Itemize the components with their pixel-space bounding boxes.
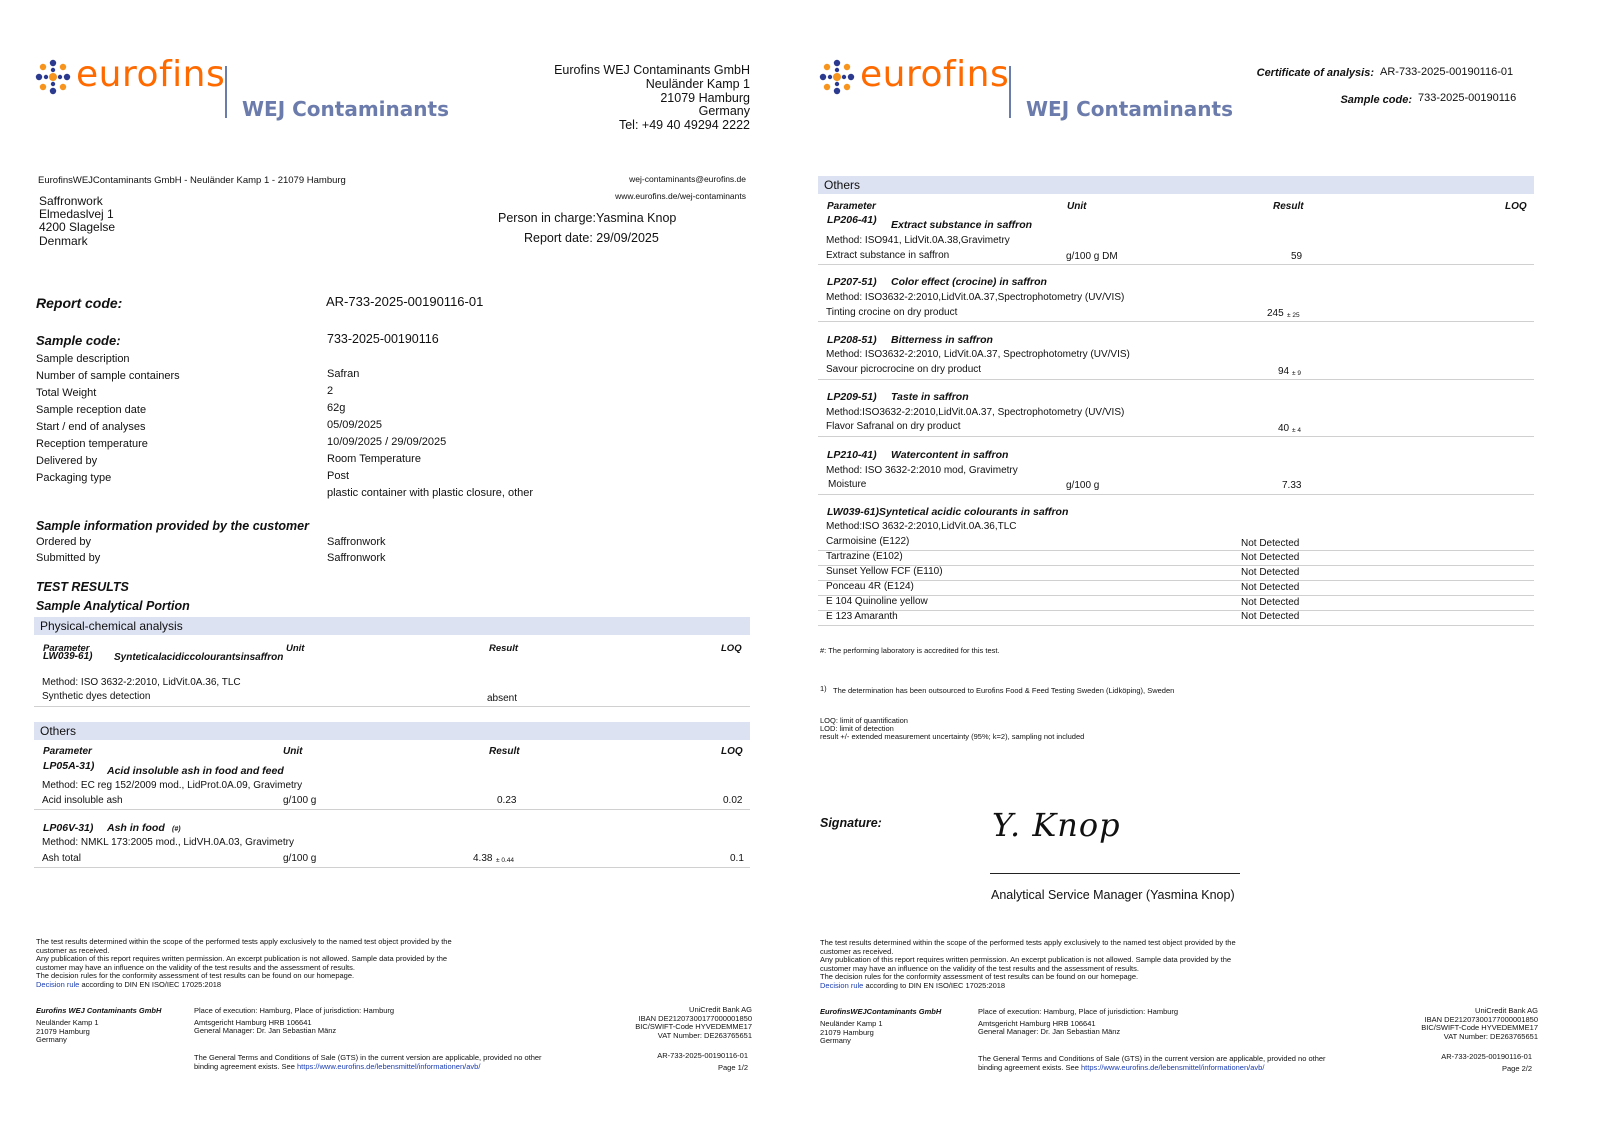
sample-value: Room Temperature xyxy=(327,453,421,465)
sample-code-value: 733-2025-00190116 xyxy=(327,332,439,346)
gts-line: The General Terms and Conditions of Sale (GTS) in the current version are applicable, provided no other xyxy=(978,1054,1326,1063)
disclaimer-line: customer as received. xyxy=(820,946,894,956)
sample-label: Start / end of analyses xyxy=(36,421,146,433)
company-address-line: 21079 Hamburg xyxy=(660,90,750,105)
result-parameter: Synthetic dyes detection xyxy=(42,691,151,702)
outsourced-marker: 1) xyxy=(820,684,827,693)
recipient-line: Saffronwork xyxy=(39,194,103,208)
column-header-unit: Unit xyxy=(1067,201,1087,212)
gts-prefix: binding agreement exists. See xyxy=(978,1062,1081,1072)
outsourced-note: The determination has been outsourced to Eurofins Food & Feed Testing Sweden (Lidköping), Sweden xyxy=(833,686,1175,695)
test-code: LP05A-31) xyxy=(43,760,95,772)
row-rule xyxy=(34,809,750,810)
page-number: Page 1/2 xyxy=(717,1063,748,1072)
test-method: Method: ISO941, LidVit.0A.38,Gravimetry xyxy=(826,235,1010,246)
footer-address-line: Neuländer Kamp 1 xyxy=(820,1019,883,1028)
sample-code-value: 733-2025-00190116 xyxy=(1418,92,1517,104)
test-code: LP210-41) xyxy=(827,449,877,461)
recipient-address xyxy=(39,195,115,248)
footer-bank-line: BIC/SWIFT-Code HYVEDEMME17 xyxy=(1421,1023,1538,1032)
ordered-by-label: Ordered by xyxy=(36,536,92,548)
sample-value: plastic container with plastic closure, other xyxy=(327,487,534,499)
decision-rule-link[interactable]: Decision rule xyxy=(820,980,864,990)
test-title: Taste in saffron xyxy=(891,391,969,403)
result-value: 245 xyxy=(1267,308,1284,319)
company-phone: Tel: +49 40 49294 2222 xyxy=(618,118,750,133)
sample-label: Sample description xyxy=(36,353,130,365)
colourant-result: Not Detected xyxy=(1241,538,1300,549)
result-value: 59 xyxy=(1291,251,1303,262)
row-rule xyxy=(818,436,1534,437)
result-parameter: Savour picrocrocine on dry product xyxy=(826,364,982,375)
brand-name: eurofins xyxy=(76,54,226,95)
disclaimer-line: customer as received. xyxy=(36,945,110,955)
customer-info-title: Sample information provided by the customer xyxy=(36,519,309,533)
result-loq: 0.1 xyxy=(730,853,744,864)
section-title: Others xyxy=(824,178,861,192)
column-header-parameter: Parameter xyxy=(43,746,92,757)
certificate-value: AR-733-2025-00190116-01 xyxy=(1380,66,1514,78)
footer-bank xyxy=(1421,1007,1538,1041)
disclaimer-line: The test results determined within the scope of the performed tests apply exclusively to the named test object provided by the xyxy=(820,938,1236,947)
logo-divider xyxy=(225,66,227,118)
company-address-line: Germany xyxy=(698,104,750,119)
footer-address xyxy=(820,1020,883,1046)
colourant-result: Not Detected xyxy=(1241,597,1300,608)
footer-bank-line: UniCredit Bank AG xyxy=(1475,1006,1538,1015)
recipient-line: Elmedaslvej 1 xyxy=(39,207,114,222)
section-title: Others xyxy=(40,724,77,738)
submitted-by-value: Saffronwork xyxy=(327,552,386,564)
result-parameter: Moisture xyxy=(828,479,867,490)
test-method: Method:ISO 3632-2:2010,LidVit.0A.36,TLC xyxy=(826,521,1017,532)
test-results-title: TEST RESULTS xyxy=(36,580,129,594)
sample-labels xyxy=(36,351,180,487)
sample-values xyxy=(327,366,533,502)
sample-value: 10/09/2025 / 29/09/2025 xyxy=(327,436,447,448)
sample-label: Number of sample containers xyxy=(36,370,180,382)
decision-rule-text: according to DIN EN ISO/IEC 17025:2018 xyxy=(79,979,222,989)
footer-registration-line: Place of execution: Hamburg, Place of jurisdiction: Hamburg xyxy=(194,1006,395,1015)
signature-image: Y. Knop xyxy=(992,806,1121,844)
colourant-result: Not Detected xyxy=(1241,567,1300,578)
footer-address-line: Neuländer Kamp 1 xyxy=(36,1018,99,1027)
sender-line: EurofinsWEJContaminants GmbH - Neuländer Kamp 1 - 21079 Hamburg xyxy=(38,175,346,186)
colourant-name: Sunset Yellow FCF (E110) xyxy=(826,566,943,577)
section-band-others xyxy=(818,176,1534,194)
result-unit: g/100 g xyxy=(283,853,317,864)
report-date: Report date: 29/09/2025 xyxy=(524,231,659,245)
disclaimer xyxy=(36,938,452,989)
colourant-name: Ponceau 4R (E124) xyxy=(826,581,914,592)
portion-title: Sample Analytical Portion xyxy=(36,599,190,613)
test-code: LP206-41) xyxy=(827,214,877,226)
footer-address-line: Germany xyxy=(36,1035,67,1044)
test-code: LP209-51) xyxy=(827,391,877,403)
ordered-by-value: Saffronwork xyxy=(327,536,386,548)
report-page-2 xyxy=(800,0,1600,1131)
result-unit: g/100 g xyxy=(1066,480,1100,491)
sample-label: Reception temperature xyxy=(36,438,148,450)
section-band-physical-chemical xyxy=(34,617,750,635)
test-code: LP208-51) xyxy=(827,334,877,346)
colourant-result: Not Detected xyxy=(1241,582,1300,593)
column-header-loq: LOQ xyxy=(721,643,742,654)
test-method: Method: NMKL 173:2005 mod., LidVH.0A.03, Gravimetry xyxy=(42,837,294,848)
colourant-name: Tartrazine (E102) xyxy=(826,551,903,562)
result-unit: g/100 g xyxy=(283,795,317,806)
sample-code-label: Sample code: xyxy=(36,333,121,348)
test-method: Method: ISO3632-2:2010, LidVit.0A.37, Spectrophotometry (UV/VIS) xyxy=(826,349,1130,360)
footer-address-line: 21079 Hamburg xyxy=(36,1026,90,1036)
test-code: LW039-61) xyxy=(43,651,93,662)
recipient-line: 4200 Slagelse xyxy=(39,220,116,235)
section-band-others xyxy=(34,722,750,740)
sample-label: Packaging type xyxy=(36,472,112,484)
column-header-parameter: Parameter xyxy=(43,643,90,654)
gts-link[interactable]: https://www.eurofins.de/lebensmittel/informationen/avb/ xyxy=(296,1061,481,1071)
person-in-charge: Person in charge:Yasmina Knop xyxy=(498,211,677,225)
result-unit: g/100 g DM xyxy=(1066,251,1118,262)
result-uncertainty: ± 0.44 xyxy=(496,857,515,864)
colourant-name: E 123 Amaranth xyxy=(826,611,898,622)
footer-gts xyxy=(194,1054,542,1071)
row-rule xyxy=(818,580,1534,581)
sample-value: Post xyxy=(327,470,350,482)
column-header-unit: Unit xyxy=(283,746,303,757)
sample-value: 62g xyxy=(327,402,346,414)
test-title: Extract substance in saffron xyxy=(891,219,1033,231)
column-header-parameter: Parameter xyxy=(827,201,876,212)
test-title: Ash in food xyxy=(107,822,165,834)
decision-rule-text: according to DIN EN ISO/IEC 17025:2018 xyxy=(863,980,1006,990)
disclaimer-line: Any publication of this report requires written permission. An excerpt publication is not allowed. Sample data provided by the xyxy=(36,954,448,963)
report-code-label: Report code: xyxy=(36,295,123,311)
submitted-by-label: Submitted by xyxy=(36,552,101,564)
gts-link[interactable]: https://www.eurofins.de/lebensmittel/informationen/avb/ xyxy=(1080,1062,1265,1072)
gts-line: The General Terms and Conditions of Sale (GTS) in the current version are applicable, provided no other xyxy=(194,1053,542,1062)
row-rule xyxy=(818,379,1534,380)
disclaimer-line: customer may have an influence on the validity of the test results and the assessment of results. xyxy=(36,962,355,972)
legend-line: LOQ: limit of quantification xyxy=(820,716,908,725)
colourant-name: Carmoisine (E122) xyxy=(826,536,910,547)
result-value: 94 xyxy=(1278,366,1290,377)
test-title: Watercontent in saffron xyxy=(891,449,1009,461)
test-method: Method:ISO3632-2:2010,LidVit.0A.37, Spectrophotometry (UV/VIS) xyxy=(826,407,1125,418)
result-uncertainty: ± 9 xyxy=(1292,370,1301,377)
footer-bank-line: BIC/SWIFT-Code HYVEDEMME17 xyxy=(635,1022,752,1031)
test-title: Color effect (crocine) in saffron xyxy=(891,276,1047,288)
footer-bank-line: VAT Number: DE263765651 xyxy=(657,1030,752,1040)
column-header-loq: LOQ xyxy=(1505,201,1527,212)
legend-line: result +/- extended measurement uncertainty (95%; k=2), sampling not included xyxy=(820,732,1085,741)
footer-registration-line: General Manager: Dr. Jan Sebastian Mänz xyxy=(978,1027,1121,1036)
signatory-name: Analytical Service Manager (Yasmina Knop) xyxy=(991,888,1235,902)
accredited-note: #: The performing laboratory is accredited for this test. xyxy=(820,646,1000,655)
column-header-result: Result xyxy=(1273,201,1304,212)
brand-name: eurofins xyxy=(860,54,1010,95)
signature-line xyxy=(990,873,1240,874)
disclaimer-line: The decision rules for the conformity assessment of test results can be found on our homepage. xyxy=(820,972,1139,981)
row-rule xyxy=(818,264,1534,265)
footer-registration-line: General Manager: Dr. Jan Sebastian Mänz xyxy=(194,1026,337,1035)
gts-prefix: binding agreement exists. See xyxy=(194,1061,297,1071)
result-value: 4.38 xyxy=(473,853,493,864)
sample-value: Safran xyxy=(327,368,360,380)
test-code: LP207-51) xyxy=(827,276,877,288)
footer-address xyxy=(36,1019,99,1045)
test-title: Acid insoluble ash in food and feed xyxy=(107,765,284,777)
row-rule xyxy=(34,867,750,868)
row-rule xyxy=(818,610,1534,611)
test-method: Method: EC reg 152/2009 mod., LidProt.0A.09, Gravimetry xyxy=(42,780,303,791)
section-title: Physical-chemical analysis xyxy=(40,619,183,633)
report-code-value: AR-733-2025-00190116-01 xyxy=(326,294,484,309)
disclaimer xyxy=(820,939,1236,990)
footer-bank-line: VAT Number: DE263765651 xyxy=(1443,1031,1538,1041)
footer-bank-line: IBAN DE21207300177000001850 xyxy=(638,1013,752,1023)
footer-report-ref: AR-733-2025-00190116-01 xyxy=(1441,1052,1532,1061)
disclaimer-line: customer may have an influence on the validity of the test results and the assessment of results. xyxy=(820,963,1139,973)
column-header-loq: LOQ xyxy=(721,746,743,757)
sample-label: Delivered by xyxy=(36,455,98,467)
colourant-result: Not Detected xyxy=(1241,611,1300,622)
disclaimer-line: The decision rules for the conformity assessment of test results can be found on our homepage. xyxy=(36,971,355,980)
eurofins-dots-logo-icon xyxy=(34,58,72,96)
contact-website[interactable]: www.eurofins.de/wej-contaminants xyxy=(615,191,746,201)
footer-bank-line: UniCredit Bank AG xyxy=(689,1005,752,1014)
result-uncertainty: ± 4 xyxy=(1292,427,1301,434)
footer-address-line: Germany xyxy=(820,1036,851,1045)
result-parameter: Extract substance in saffron xyxy=(826,250,950,261)
result-parameter: Ash total xyxy=(42,853,81,864)
footer-registration xyxy=(194,1007,394,1036)
footer-gts xyxy=(978,1055,1326,1072)
colourant-result: Not Detected xyxy=(1241,552,1300,563)
company-address xyxy=(554,64,750,133)
recipient-line: Denmark xyxy=(39,233,88,248)
test-method: Method: ISO3632-2:2010,LidVit.0A.37,Spectrophotometry (UV/VIS) xyxy=(826,292,1125,303)
row-rule xyxy=(818,625,1534,626)
signature-label: Signature: xyxy=(820,816,882,830)
result-parameter: Flavor Safranal on dry product xyxy=(826,421,961,432)
footer-bank-line: IBAN DE21207300177000001850 xyxy=(1424,1014,1538,1024)
legend-notes xyxy=(820,717,1084,741)
footer-registration-line: Place of execution: Hamburg, Place of jurisdiction: Hamburg xyxy=(978,1007,1179,1016)
brand-subtitle: WEJ Contaminants xyxy=(1026,97,1233,121)
row-rule xyxy=(818,494,1534,495)
eurofins-dots-logo-icon xyxy=(818,58,856,96)
test-title: Synteticalacidiccolourantsinsaffron xyxy=(114,652,284,663)
result-parameter: Acid insoluble ash xyxy=(42,795,123,806)
result-value: 40 xyxy=(1278,423,1290,434)
column-header-unit: Unit xyxy=(286,643,305,654)
footer-bank xyxy=(635,1006,752,1040)
legend-line: LOD: limit of detection xyxy=(820,724,894,733)
result-value: absent xyxy=(487,693,518,704)
certificate-label: Certificate of analysis: xyxy=(1256,67,1374,79)
decision-rule-link[interactable]: Decision rule xyxy=(36,979,80,989)
column-header-result: Result xyxy=(489,643,519,654)
colourant-name: E 104 Quinoline yellow xyxy=(826,596,928,607)
row-rule xyxy=(818,321,1534,322)
footer-report-ref: AR-733-2025-00190116-01 xyxy=(657,1051,748,1060)
contact-email[interactable]: wej-contaminants@eurofins.de xyxy=(629,174,746,184)
sample-label: Sample reception date xyxy=(36,404,147,416)
sample-value: 2 xyxy=(327,385,334,397)
footer-registration xyxy=(978,1008,1178,1037)
sample-label: Total Weight xyxy=(36,387,97,399)
result-value: 0.23 xyxy=(497,795,517,806)
company-address-line: Eurofins WEJ Contaminants GmbH xyxy=(554,63,750,77)
disclaimer-line: Any publication of this report requires written permission. An excerpt publication is not allowed. Sample data provided by the xyxy=(820,955,1232,964)
column-header-result: Result xyxy=(489,746,520,757)
sample-value: 05/09/2025 xyxy=(327,419,383,431)
footer-company: Eurofins WEJ Contaminants GmbH xyxy=(36,1006,162,1015)
sample-code-label: Sample code: xyxy=(1340,94,1412,106)
footer-registration-line: Amtsgericht Hamburg HRB 106641 xyxy=(194,1017,312,1027)
test-title: Bitterness in saffron xyxy=(891,334,993,346)
company-address-line: Neuländer Kamp 1 xyxy=(645,76,750,91)
row-rule xyxy=(34,706,750,707)
result-uncertainty: ± 25 xyxy=(1287,312,1300,319)
result-parameter: Tinting crocine on dry product xyxy=(826,307,958,318)
brand-subtitle: WEJ Contaminants xyxy=(242,97,449,121)
accredited-flag: (#) xyxy=(172,826,181,833)
logo-divider xyxy=(1009,66,1011,118)
disclaimer-line: The test results determined within the scope of the performed tests apply exclusively to the named test object provided by the xyxy=(36,937,452,946)
test-heading: LW039-61)Syntetical acidic colourants in saffron xyxy=(827,506,1069,518)
test-code: LP06V-31) xyxy=(43,822,94,834)
page-number: Page 2/2 xyxy=(1501,1064,1532,1073)
footer-company: EurofinsWEJContaminants GmbH xyxy=(820,1007,942,1016)
footer-address-line: 21079 Hamburg xyxy=(820,1027,874,1037)
result-loq: 0.02 xyxy=(723,795,743,806)
result-value: 7.33 xyxy=(1282,480,1302,491)
footer-registration-line: Amtsgericht Hamburg HRB 106641 xyxy=(978,1018,1096,1028)
test-method: Method: ISO 3632-2:2010 mod, Gravimetry xyxy=(826,465,1018,476)
row-rule xyxy=(818,550,1534,551)
test-method: Method: ISO 3632-2:2010, LidVit.0A.36, TLC xyxy=(42,677,241,688)
